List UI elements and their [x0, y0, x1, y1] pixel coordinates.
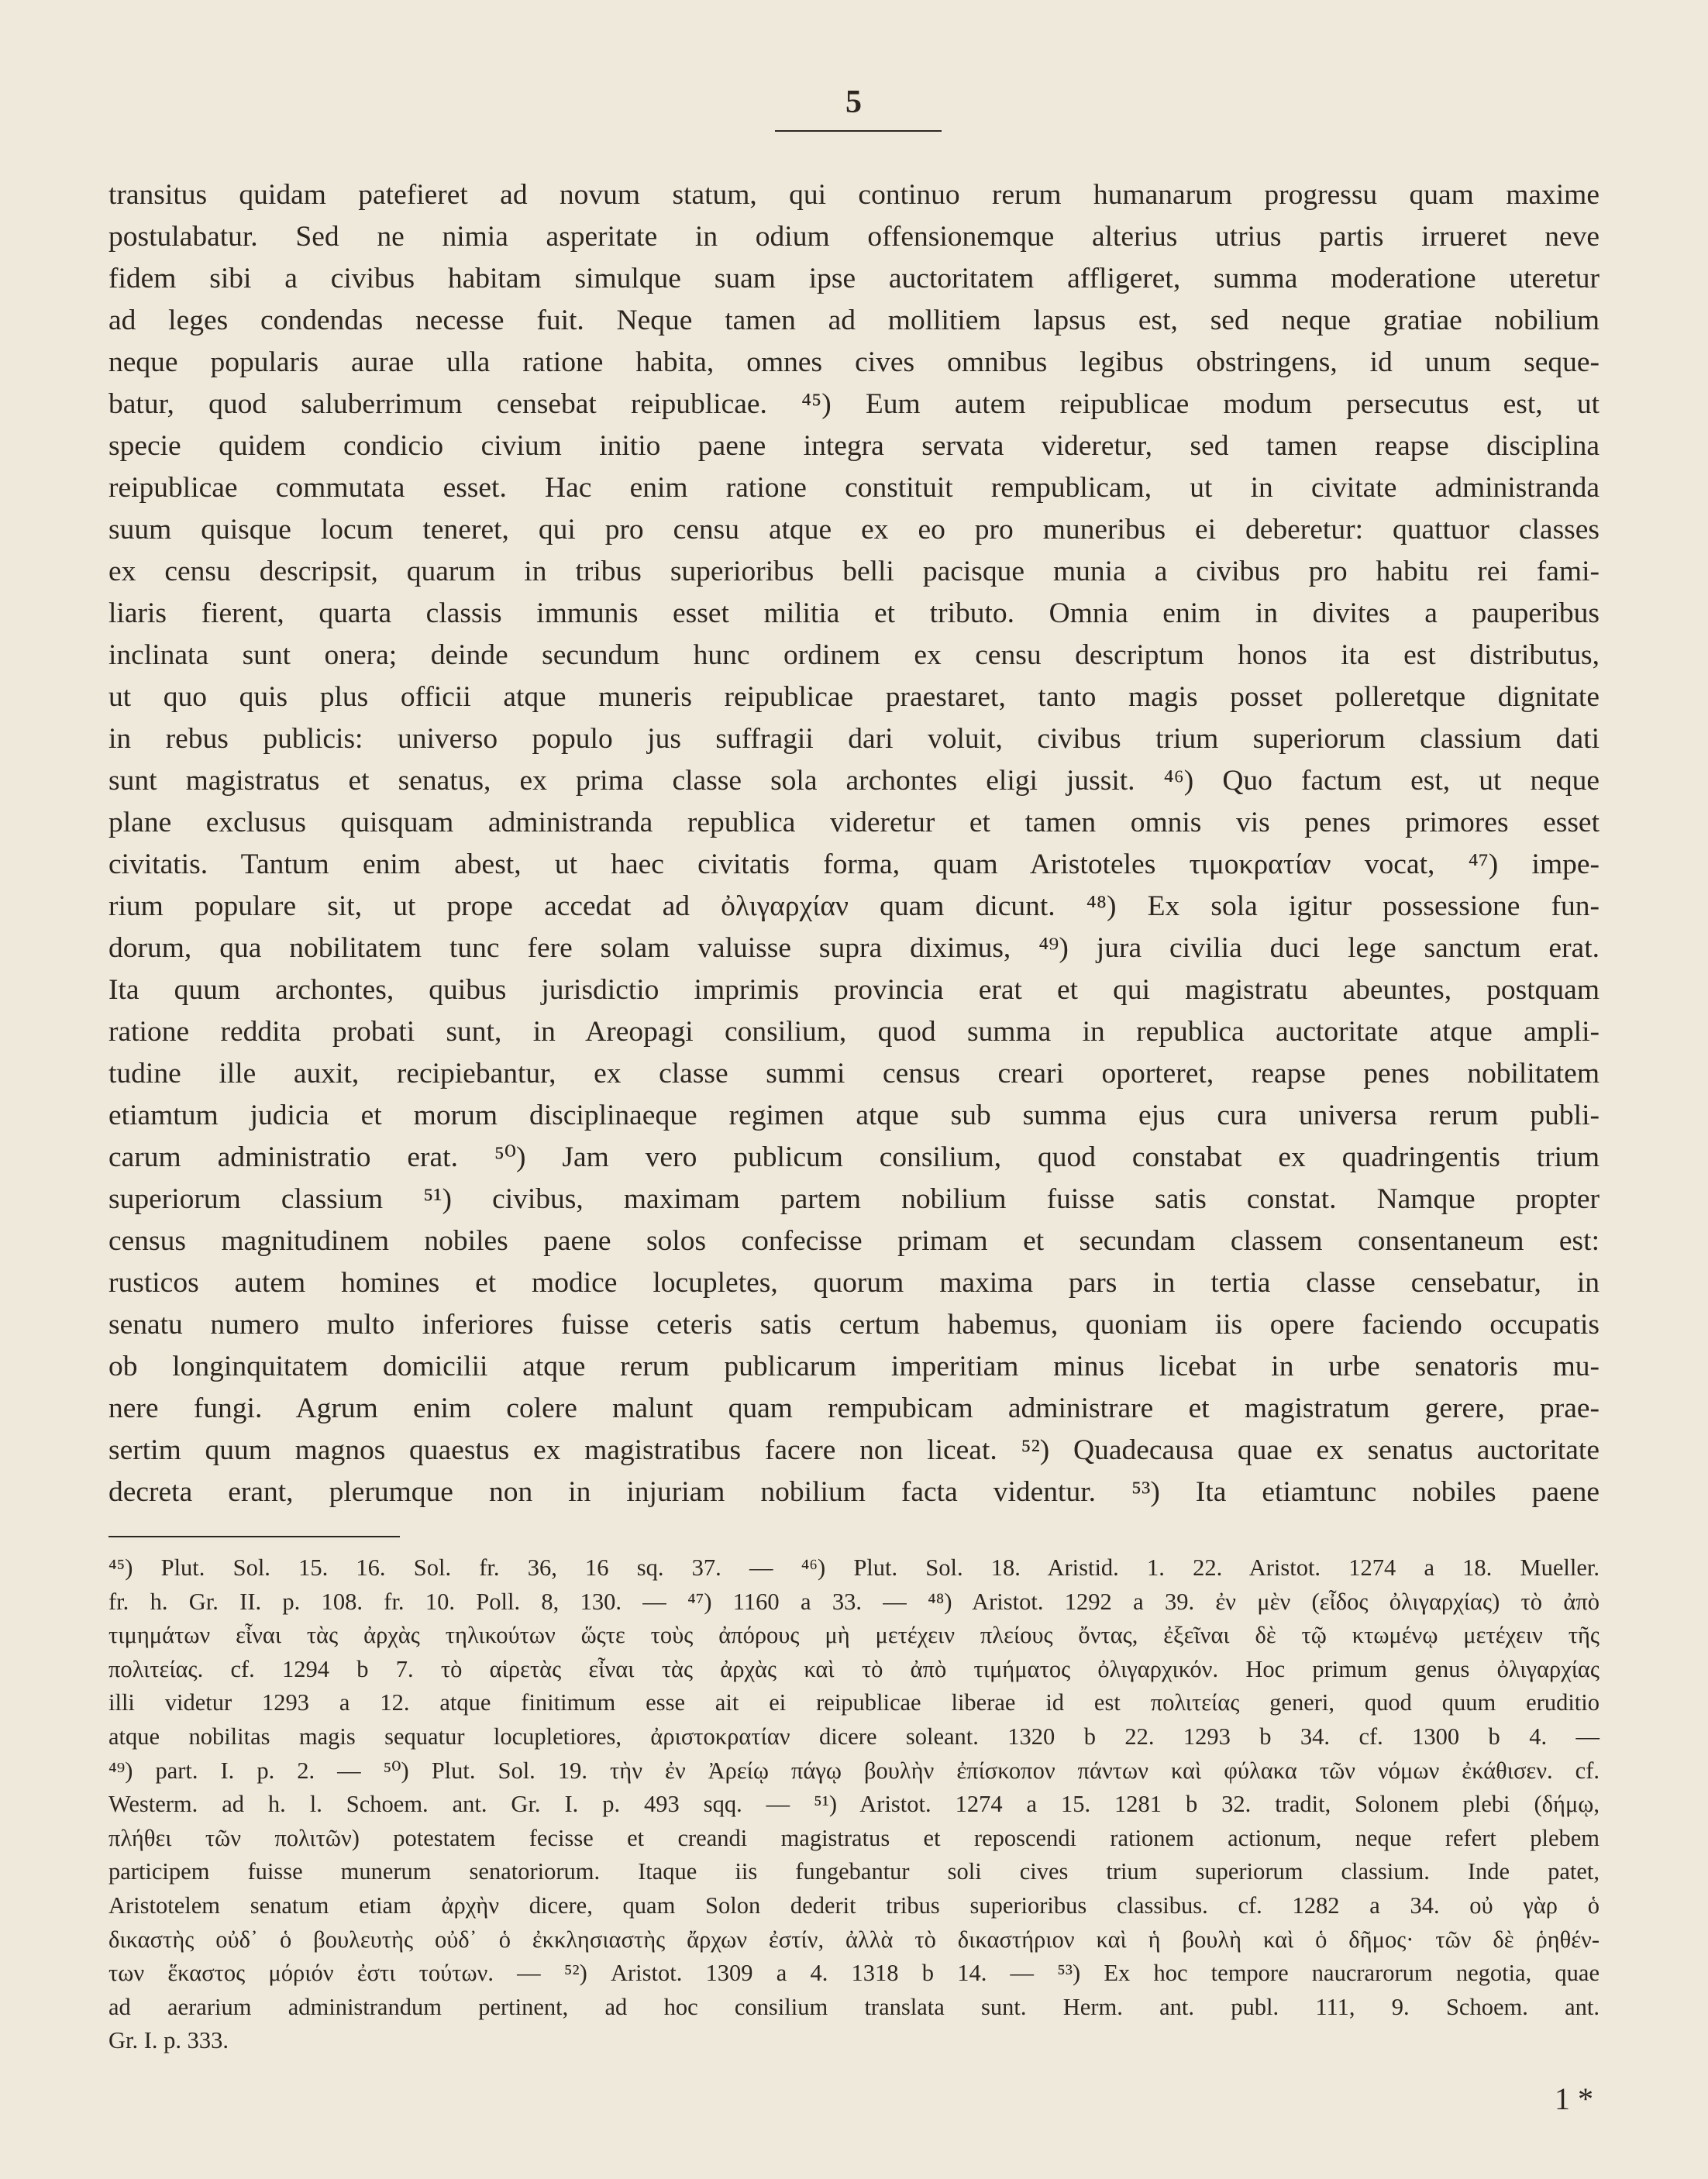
text-line: suum quisque locum teneret, qui pro censu atque ex eo pro muneribus ei deberetur: quattuor classes: [108, 514, 1600, 546]
text-line: ex censu descripsit, quarum in tribus superioribus belli pacisque munia a civibus pro habitu rei fami-: [108, 556, 1600, 587]
text-line: tudine ille auxit, recipiebantur, ex classe summi census creari oporteret, reapse penes nobilitatem: [108, 1058, 1600, 1090]
footnote-line: δικαστὴς οὐδ᾽ ὁ βουλευτὴς οὐδ᾽ ὁ ἐκκλησιαστὴς ἄρχων ἐστίν, ἀλλὰ τὸ δικαστήριον καὶ ἡ βουλὴ καὶ ὁ δῆμος· τῶν δὲ ῥηθέν-: [108, 1926, 1600, 1953]
text-line: ut quo quis plus officii atque muneris reipublicae praestaret, tanto magis posset polleretque dignitate: [108, 681, 1600, 713]
text-line: in rebus publicis: universo populo jus suffragii dari voluit, civibus trium superiorum classium dati: [108, 723, 1600, 755]
text-line: carum administratio erat. ⁵⁰) Jam vero publicum consilium, quod constabat ex quadringentis trium: [108, 1141, 1600, 1173]
footnote-line: των ἕκαστος μόριόν ἐστι τούτων. — ⁵²) Aristot. 1309 a 4. 1318 b 14. — ⁵³) Ex hoc tempore naucrarorum negotia, quae: [108, 1960, 1600, 1987]
text-line: fidem sibi a civibus habitam simulque suam ipse auctoritatem affligeret, summa moderatione uteretur: [108, 263, 1600, 294]
text-line: rium populare sit, ut prope accedat ad ὀλιγαρχίαν quam dicunt. ⁴⁸) Ex sola igitur possessione fun-: [108, 890, 1600, 922]
text-line: sertim quum magnos quaestus ex magistratibus facere non liceat. ⁵²) Quadecausa quae ex senatus auctoritate: [108, 1434, 1600, 1466]
text-line: ob longinquitatem domicilii atque rerum publicarum imperitiam minus licebat in urbe senatoris mu-: [108, 1351, 1600, 1382]
text-line: neque popularis aurae ulla ratione habita, omnes cives omnibus legibus obstringens, id unum seque-: [108, 346, 1600, 378]
footnote-line: Gr. I. p. 333.: [108, 2027, 229, 2054]
footnote-line: illi videtur 1293 a 12. atque finitimum esse ait ei reipublicae liberae id est πολιτείας generi, quod quum eruditio: [108, 1689, 1600, 1716]
text-line: decreta erant, plerumque non in injuriam nobilium facta videntur. ⁵³) Ita etiamtunc nobiles paene: [108, 1476, 1600, 1508]
footnote-line: ⁴⁵) Plut. Sol. 15. 16. Sol. fr. 36, 16 sq. 37. — ⁴⁶) Plut. Sol. 18. Aristid. 1. 22. Aristot. 1274 a 18. Mueller.: [108, 1554, 1600, 1581]
footnote-line: participem fuisse munerum senatoriorum. Itaque iis fungebantur soli cives trium superiorum classium. Inde patet,: [108, 1858, 1600, 1885]
text-line: etiamtum judicia et morum disciplinaeque regimen atque sub summa ejus cura universa rerum publi-: [108, 1100, 1600, 1131]
text-line: ad leges condendas necesse fuit. Neque tamen ad mollitiem lapsus est, sed neque gratiae nobilium: [108, 305, 1600, 336]
text-line: transitus quidam patefieret ad novum statum, qui continuo rerum humanarum progressu quam maxime: [108, 179, 1600, 211]
text-line: rusticos autem homines et modice locupletes, quorum maxima pars in tertia classe censebatur, in: [108, 1267, 1600, 1299]
text-line: ratione reddita probati sunt, in Areopagi consilium, quod summa in republica auctoritate atque ampli-: [108, 1016, 1600, 1048]
signature-mark: 1 *: [1555, 2081, 1593, 2116]
text-line: batur, quod saluberrimum censebat reipublicae. ⁴⁵) Eum autem reipublicae modum persecutus est, ut: [108, 388, 1600, 420]
text-line: inclinata sunt onera; deinde secundum hunc ordinem ex censu descriptum honos ita est distributus,: [108, 639, 1600, 671]
text-line: superiorum classium ⁵¹) civibus, maximam partem nobilium fuisse satis constat. Namque propter: [108, 1183, 1600, 1215]
text-line: civitatis. Tantum enim abest, ut haec civitatis forma, quam Aristoteles τιμοκρατίαν vocat, ⁴⁷) impe-: [108, 849, 1600, 880]
footnote-line: atque nobilitas magis sequatur locupletiores, ἀριστοκρατίαν dicere soleant. 1320 b 22. 1293 b 34. cf. 1300 b 4. —: [108, 1723, 1600, 1750]
footnotes: [108, 1551, 1600, 2058]
page-number-rule: [775, 130, 942, 132]
text-line: specie quidem condicio civium initio paene integra servata videretur, sed tamen reapse disciplina: [108, 430, 1600, 462]
text-line: plane exclusus quisquam administranda republica videretur et tamen omnis vis penes primores esset: [108, 807, 1600, 838]
text-line: nere fungi. Agrum enim colere malunt quam rempubicam administrare et magistratum gerere, prae-: [108, 1392, 1600, 1424]
text-line: sunt magistratus et senatus, ex prima classe sola archontes eligi jussit. ⁴⁶) Quo factum est, ut neque: [108, 765, 1600, 797]
text-line: dorum, qua nobilitatem tunc fere solam valuisse supra diximus, ⁴⁹) jura civilia duci lege sanctum erat.: [108, 932, 1600, 964]
text-line: senatu numero multo inferiores fuisse ceteris satis certum habemus, quoniam iis opere faciendo occupatis: [108, 1309, 1600, 1341]
footnote-rule: [108, 1536, 400, 1537]
footnote-line: fr. h. Gr. II. p. 108. fr. 10. Poll. 8, 130. — ⁴⁷) 1160 a 33. — ⁴⁸) Aristot. 1292 a 39. ἐν μὲν (εἶδος ὀλιγαρχίας) τὸ ἀπὸ: [108, 1588, 1600, 1615]
text-line: postulabatur. Sed ne nimia asperitate in odium offensionemque alterius utrius partis irrueret neve: [108, 221, 1600, 253]
footnote-line: Aristotelem senatum etiam ἀρχὴν dicere, quam Solon dederit tribus superioribus classibus. cf. 1282 a 34. οὐ γὰρ ὁ: [108, 1892, 1600, 1919]
footnote-line: Westerm. ad h. l. Schoem. ant. Gr. I. p. 493 sqq. — ⁵¹) Aristot. 1274 a 15. 1281 b 32. tradit, Solonem plebi (δήμῳ,: [108, 1791, 1600, 1818]
footnote-line: πολιτείας. cf. 1294 b 7. τὸ αἱρετὰς εἶναι τὰς ἀρχὰς καὶ τὸ ἀπὸ τιμήματος ὀλιγαρχικόν. Hoc primum genus ὀλιγαρχίας: [108, 1655, 1600, 1682]
text-line: reipublicae commutata esset. Hac enim ratione constituit rempublicam, ut in civitate administranda: [108, 472, 1600, 504]
page-number: 5: [845, 84, 863, 120]
footnote-line: τιμημάτων εἶναι τὰς ἀρχὰς τηλικούτων ὥςτε τοὺς ἀπόρους μὴ μετέχειν πλείους ὄντας, ἐξεῖναι δὲ τῷ κτωμένῳ μετέχειν τῆς: [108, 1622, 1600, 1649]
footnote-line: ⁴⁹) part. I. p. 2. — ⁵⁰) Plut. Sol. 19. τὴν ἐν Ἀρείῳ πάγῳ βουλὴν ἐπίσκοπον πάντων καὶ φύλακα τῶν νόμων ἐκάθισεν. cf.: [108, 1757, 1600, 1784]
text-line: census magnitudinem nobiles paene solos confecisse primam et secundam classem consentaneum est:: [108, 1225, 1600, 1257]
footnote-line: ad aerarium administrandum pertinent, ad hoc consilium translata sunt. Herm. ant. publ. 111, 9. Schoem. ant.: [108, 1993, 1600, 2020]
text-line: liaris fierent, quarta classis immunis esset militia et tributo. Omnia enim in divites a pauperibus: [108, 597, 1600, 629]
main-text: [108, 174, 1600, 1513]
text-line: Ita quum archontes, quibus jurisdictio imprimis provincia erat et qui magistratu abeuntes, postquam: [108, 974, 1600, 1006]
footnote-line: πλήθει τῶν πολιτῶν) potestatem fecisse et creandi magistratus et reposcendi rationem actionum, neque refert plebem: [108, 1824, 1600, 1851]
